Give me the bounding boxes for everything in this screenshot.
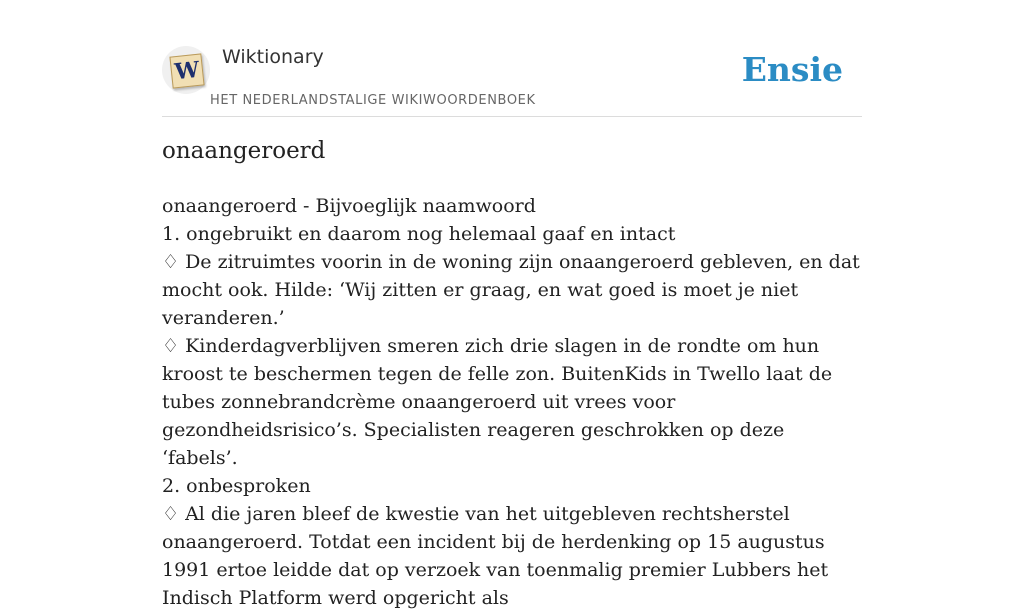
ensie-brand-link[interactable]: Ensie (741, 50, 843, 89)
entry-heading-line: onaangeroerd - Bijvoeglijk naamwoord (162, 195, 536, 217)
site-name[interactable]: Wiktionary (222, 46, 324, 68)
entry-title: onaangeroerd (162, 138, 326, 164)
definition-2: 2. onbesproken (162, 475, 311, 497)
wiktionary-logo[interactable] (162, 46, 210, 94)
site-header (162, 0, 862, 117)
example-1a: ♢ De zitruimtes voorin in de woning zijn onaangeroerd gebleven, en dat mocht ook. Hilde: ‘Wij zitten er graag, en wat goed is moet je niet veranderen.’ (162, 251, 860, 329)
site-tagline: HET NEDERLANDSTALIGE WIKIWOORDENBOEK (210, 93, 536, 108)
entry-content (162, 192, 862, 612)
example-2a: ♢ Al die jaren bleef de kwestie van het uitgebleven rechtsherstel onaangeroerd. Totdat een incident bij de herdenking op 15 augustus 1991 ertoe leidde dat op verzoek van toenmalig premier Lubbers het Indisch Platform werd opgericht als (162, 503, 829, 609)
example-1b: ♢ Kinderdagverblijven smeren zich drie slagen in de rondte om hun kroost te beschermen tegen de felle zon. BuitenKids in Twello laat de tubes zonnebrandcrème onaangeroerd uit vrees voor gezondheidsrisico’s. Specialisten reageren geschrokken op deze ‘fabels’. (162, 335, 833, 469)
logo-tile-icon: W (169, 53, 204, 88)
definition-1: 1. ongebruikt en daarom nog helemaal gaaf en intact (162, 223, 676, 245)
page-container (162, 0, 862, 609)
